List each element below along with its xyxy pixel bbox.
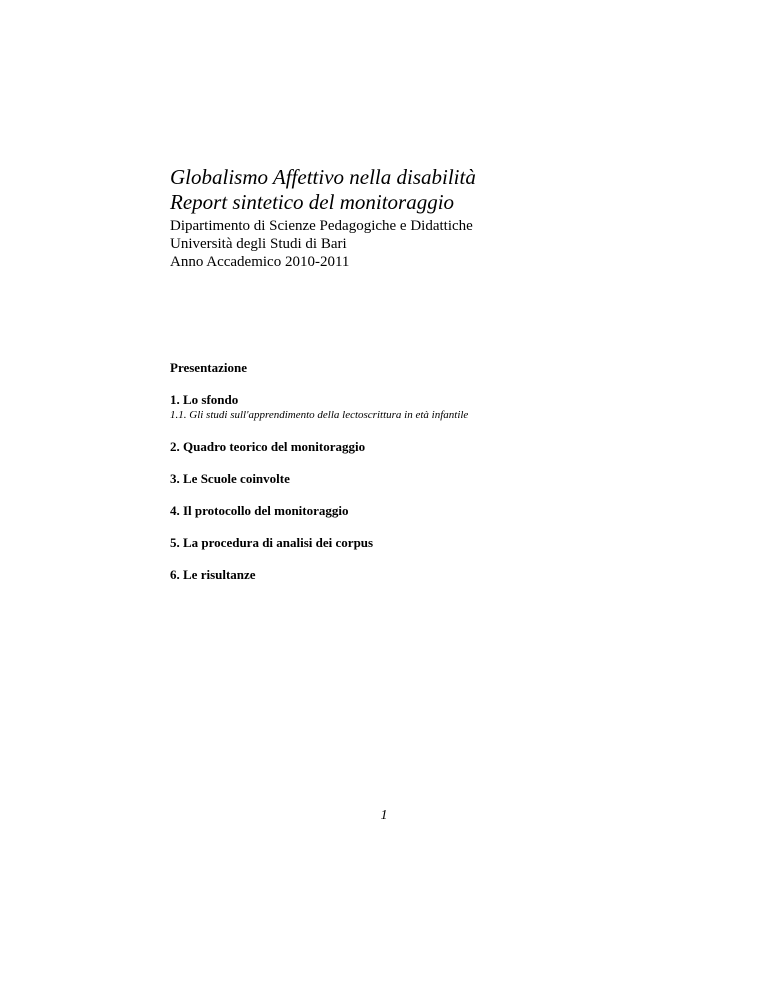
table-of-contents (170, 360, 730, 599)
toc-item-2: 2. Quadro teorico del monitoraggio (170, 439, 366, 454)
page-number: 1 (380, 808, 388, 823)
toc-item-3: 3. Le Scuole coinvolte (170, 471, 290, 486)
academic-year: Anno Accademico 2010-2011 (170, 254, 350, 270)
title-block (170, 165, 476, 271)
toc-item-5: 5. La procedura di analisi dei corpus (170, 535, 374, 550)
university-name: Università degli Studi di Bari (170, 236, 347, 252)
document-title: Globalismo Affettivo nella disabilità (170, 165, 476, 189)
toc-presentation: Presentazione (170, 360, 248, 375)
toc-item-4: 4. Il protocollo del monitoraggio (170, 503, 349, 518)
department-name: Dipartimento di Scienze Pedagogiche e Didattiche (170, 218, 473, 234)
toc-item-1: 1. Lo sfondo (170, 392, 239, 407)
document-subtitle: Report sintetico del monitoraggio (170, 190, 455, 214)
toc-item-6: 6. Le risultanze (170, 567, 256, 582)
toc-subitem-1-1: 1.1. Gli studi sull'apprendimento della lectoscrittura in età infantile (170, 409, 469, 421)
